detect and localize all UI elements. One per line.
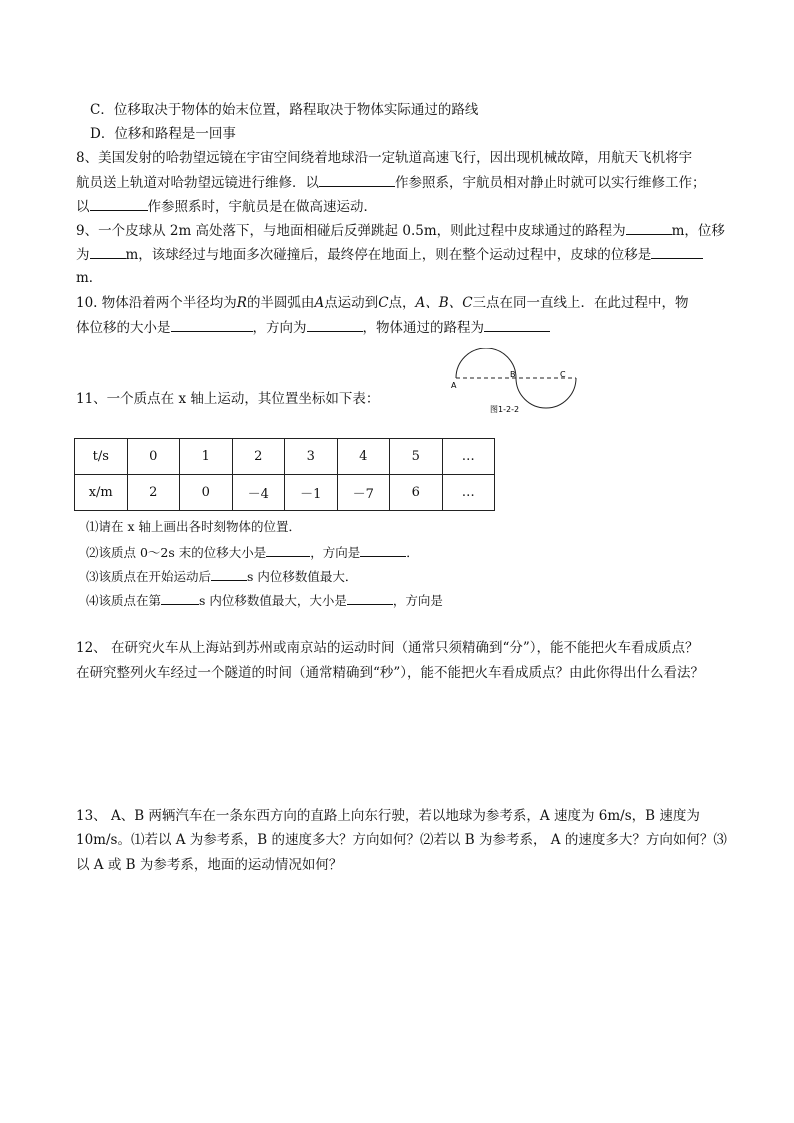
answer-blank-10a[interactable] <box>171 317 253 332</box>
question-9-line-3: m． <box>76 270 103 286</box>
figure-caption: 图1-2-2 <box>490 405 520 414</box>
answer-blank-9c[interactable] <box>651 244 703 259</box>
table-cell: 2 <box>232 439 285 475</box>
table-row-position <box>75 475 495 511</box>
point-a-label: A <box>451 381 457 390</box>
question-9-line-2: 为 m，该球经过与地面多次碰撞后，最终停在地面上，则在整个运动过程中，皮球的位移是 <box>76 244 703 265</box>
position-table <box>74 438 495 511</box>
table-cell: 6 <box>390 475 443 511</box>
table-cell: … <box>442 439 495 475</box>
answer-blank-11-4a[interactable] <box>161 590 199 605</box>
question-13-line-2: 10m/s。⑴若以 A 为参考系，B 的速度多大？方向如何？⑵若以 B 为参考系， A 的速度多大？方向如何？⑶ <box>76 832 727 848</box>
question-9-line-1: 9、一个皮球从 2m 高处落下，与地面相碰后反弹跳起 0.5m，则此过程中皮球通过的路程为 m，位移 <box>76 220 725 241</box>
table-row-time <box>75 439 495 475</box>
answer-blank-11-4b[interactable] <box>347 590 393 605</box>
table-cell: －4 <box>232 475 285 511</box>
table-cell: 5 <box>390 439 443 475</box>
answer-blank-11-2a[interactable] <box>266 542 310 557</box>
table-cell: 3 <box>285 439 338 475</box>
option-d: D．位移和路程是一回事 <box>90 126 236 142</box>
point-c-label: C <box>560 370 566 379</box>
answer-blank-9a[interactable] <box>626 220 672 235</box>
table-cell: 0 <box>127 439 180 475</box>
answer-blank-8a[interactable] <box>319 172 395 187</box>
question-12-line-2: 在研究整列火车经过一个隧道的时间（通常精确到“秒”），能不能把火车看成质点？由此你得出什么看法？ <box>76 665 705 681</box>
question-8-line-3: 以 作参照系时，宇航员是在做高速运动． <box>76 196 377 217</box>
answer-blank-10c[interactable] <box>484 317 550 332</box>
question-10-line-1: 10. 物体沿着两个半径均为R的半圆弧由A点运动到C点，A、B、C三点在同一直线上．在此过程中，物 <box>76 295 689 311</box>
question-8-line-1: 8、美国发射的哈勃望远镜在宇宙空间绕着地球沿一定轨道高速飞行，因出现机械故障，用航天飞机将宇 <box>76 150 693 166</box>
question-11-part-3: ⑶该质点在开始运动后 s 内位移数值最大． <box>86 566 357 586</box>
question-8-line-2: 航员送上轨道对哈勃望远镜进行维修．以 作参照系，宇航员相对静止时就可以实行维修工作； <box>76 172 706 193</box>
question-10-line-2: 体位移的大小是 ，方向为 ，物体通过的路程为 <box>76 317 550 338</box>
semicircle-path-figure <box>448 348 588 418</box>
table-cell: －7 <box>337 475 390 511</box>
upper-semicircle-arc <box>456 348 516 378</box>
question-11-part-4: ⑷该质点在第 s 内位移数值最大，大小是 ，方向是 <box>86 590 443 610</box>
table-header-position: x/m <box>75 475 128 511</box>
answer-blank-11-2b[interactable] <box>360 542 406 557</box>
question-11-part-1: ⑴请在 x 轴上画出各时刻物体的位置． <box>86 519 301 534</box>
point-b-label: B <box>510 370 516 379</box>
table-header-time: t/s <box>75 439 128 475</box>
table-cell: 0 <box>180 475 233 511</box>
option-c: C．位移取决于物体的始末位置，路程取决于物体实际通过的路线 <box>90 102 479 118</box>
question-12-line-1: 12、 在研究火车从上海站到苏州或南京站的运动时间（通常只须精确到“分”），能不能把火车看成质点？ <box>76 640 699 656</box>
table-cell: 1 <box>180 439 233 475</box>
table-cell: … <box>442 475 495 511</box>
answer-blank-11-3[interactable] <box>211 566 247 581</box>
answer-blank-10b[interactable] <box>307 317 363 332</box>
table-cell: 2 <box>127 475 180 511</box>
lower-semicircle-arc <box>516 378 576 408</box>
answer-blank-9b[interactable] <box>90 244 126 259</box>
question-11-stem: 11、一个质点在 x 轴上运动，其位置坐标如下表： <box>76 391 380 407</box>
table-cell: 4 <box>337 439 390 475</box>
answer-blank-8b[interactable] <box>90 196 148 211</box>
question-13-line-1: 13、 A、B 两辆汽车在一条东西方向的直路上向东行驶，若以地球为参考系，A 速度为 6m/s，B 速度为 <box>76 808 700 824</box>
question-13-line-3: 以 A 或 B 为参考系，地面的运动情况如何？ <box>76 857 343 873</box>
table-cell: －1 <box>285 475 338 511</box>
question-11-part-2: ⑵该质点 0～2s 末的位移大小是 ，方向是 ． <box>86 542 419 562</box>
